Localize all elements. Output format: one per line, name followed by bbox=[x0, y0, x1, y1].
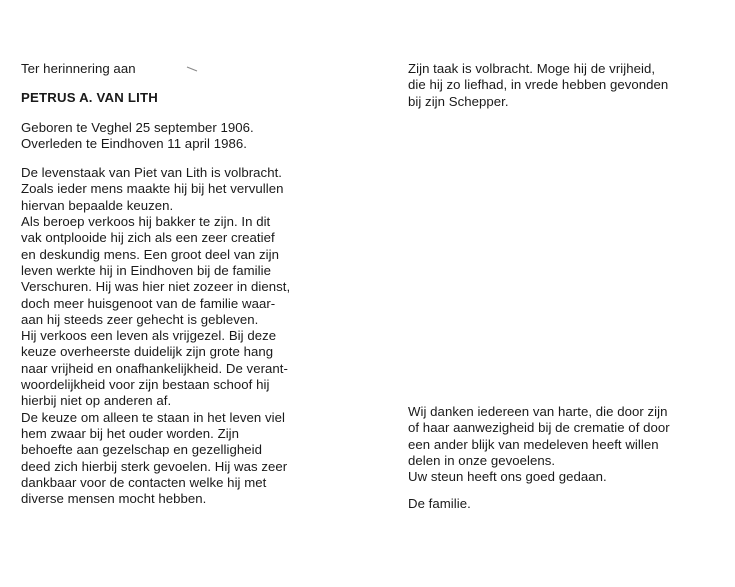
thanks-section bbox=[408, 404, 708, 513]
body-line: woordelijkheid voor zijn bestaan schoof hij bbox=[21, 377, 270, 393]
body-line: Als beroep verkoos hij bakker te zijn. In dit bbox=[21, 214, 271, 230]
body-line: doch meer huisgenoot van de familie waar- bbox=[21, 295, 276, 311]
death-line: Overleden te Eindhoven 11 april 1986. bbox=[21, 135, 247, 151]
life-story bbox=[21, 165, 317, 507]
body-line: Hij verkoos een leven als vrijgezel. Bij deze bbox=[21, 328, 277, 344]
body-line: hiervan bepaalde keuzen. bbox=[21, 197, 174, 213]
body-line: De levenstaak van Piet van Lith is volbracht. bbox=[21, 165, 283, 181]
body-line: Verschuren. Hij was hier niet zozeer in dienst, bbox=[21, 279, 291, 295]
thanks-line: Uw steun heeft ons goed gedaan. bbox=[408, 469, 607, 485]
body-line: leven werkte hij in Eindhoven bij de familie bbox=[21, 262, 271, 278]
thanks-line: een ander blijk van medeleven heeft willen bbox=[408, 436, 659, 452]
body-line: hem zwaar bij het ouder worden. Zijn bbox=[21, 425, 240, 441]
body-line: vak ontplooide hij zich als een zeer creatief bbox=[21, 230, 275, 246]
body-line: Zoals ieder mens maakte hij bij het vervullen bbox=[21, 181, 284, 197]
family-signature: De familie. bbox=[408, 496, 471, 512]
body-line: De keuze om alleen te staan in het leven viel bbox=[21, 409, 285, 425]
body-line: en deskundig mens. Een groot deel van zijn bbox=[21, 246, 279, 262]
thanks-line: Wij danken iedereen van harte, die door zijn bbox=[408, 404, 668, 419]
body-line: hierbij niet op anderen af. bbox=[21, 393, 172, 409]
deceased-name: PETRUS A. VAN LITH bbox=[21, 90, 158, 106]
body-line: keuze overheerste duidelijk zijn grote hang bbox=[21, 344, 274, 360]
body-line: behoefte aan gezelschap en gezelligheid bbox=[21, 442, 262, 458]
closing-verse bbox=[408, 61, 706, 110]
body-line: aan hij steeds zeer gehecht is gebleven. bbox=[21, 311, 259, 327]
verse-line: Zijn taak is volbracht. Moge hij de vrijheid, bbox=[408, 61, 656, 76]
body-line: deed zich hierbij sterk gevoelen. Hij was zeer bbox=[21, 458, 288, 474]
thanks-line: delen in onze gevoelens. bbox=[408, 452, 556, 468]
intro-text: Ter herinnering aan bbox=[21, 61, 136, 76]
left-column bbox=[21, 61, 317, 507]
birth-line: Geboren te Veghel 25 september 1906. bbox=[21, 119, 254, 135]
thanks-line: of haar aanwezigheid bij de crematie of door bbox=[408, 420, 670, 436]
body-line: diverse mensen mocht hebben. bbox=[21, 491, 207, 507]
verse-line: bij zijn Schepper. bbox=[408, 93, 509, 109]
body-line: naar vrijheid en onafhankelijkheid. De verant- bbox=[21, 360, 288, 376]
verse-line: die hij zo liefhad, in vrede hebben gevonden bbox=[408, 77, 669, 93]
body-line: dankbaar voor de contacten welke hij met bbox=[21, 474, 267, 490]
